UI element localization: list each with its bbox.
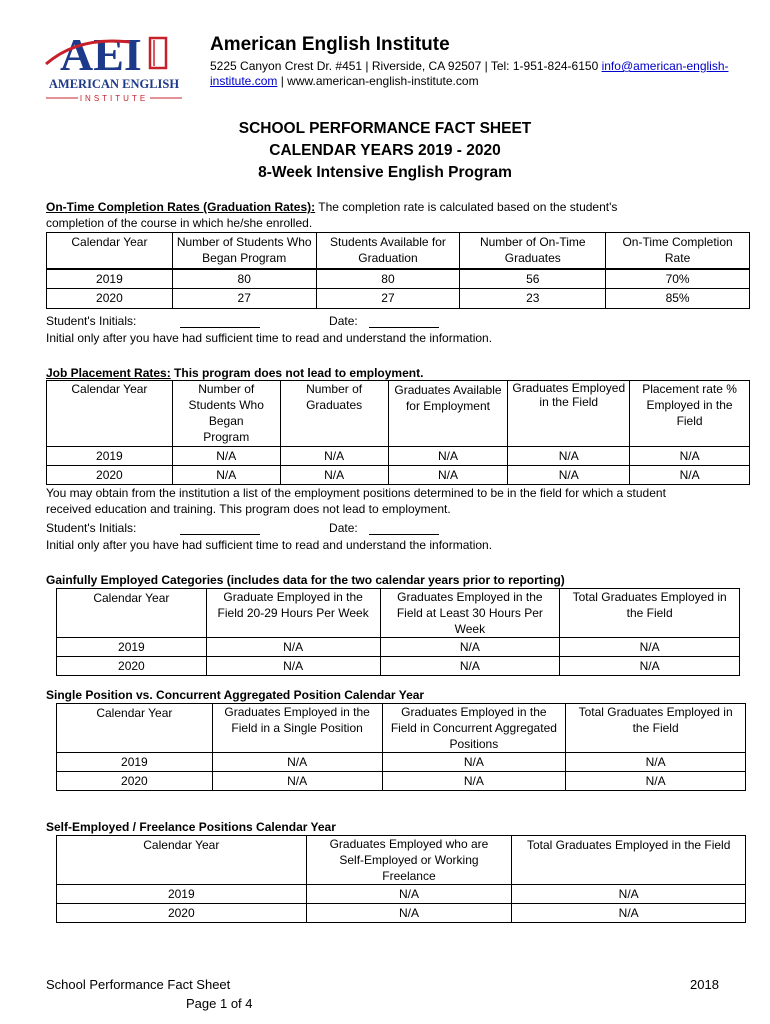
initials-field[interactable]	[180, 523, 260, 535]
footer-page-number: Page 1 of 4	[186, 996, 253, 1011]
table-cell: 56	[460, 269, 606, 289]
initials-line-2	[46, 521, 439, 535]
table-cell: N/A	[212, 772, 382, 791]
table-header-row	[47, 233, 750, 269]
table-header: Total Graduates Employed in the Field	[566, 704, 746, 753]
completion-table	[46, 232, 750, 309]
table-cell: 2020	[47, 289, 173, 309]
initials-note: Initial only after you have had sufficient time to read and understand the information.	[46, 538, 493, 552]
table-cell: N/A	[206, 657, 380, 676]
table-cell: 2020	[57, 657, 207, 676]
table-cell: 70%	[606, 269, 750, 289]
table-cell: 2019	[57, 885, 307, 904]
table-cell: N/A	[280, 447, 388, 466]
initials-label: Student's Initials:	[46, 314, 137, 328]
table-row	[57, 885, 746, 904]
table-header-row	[57, 589, 740, 638]
website-sep: |	[277, 74, 288, 88]
gainful-heading: Gainfully Employed Categories (includes data for the two calendar years prior to reporting)	[46, 573, 565, 587]
table-header: Calendar Year	[47, 233, 173, 269]
table-cell: 2019	[47, 447, 173, 466]
table-header: Calendar Year	[57, 704, 213, 753]
placement-note2: received education and training. This program does not lead to employment.	[46, 502, 451, 516]
table-cell: 2020	[57, 772, 213, 791]
table-cell: N/A	[630, 466, 750, 485]
table-cell: 2019	[57, 753, 213, 772]
table-header: Calendar Year	[57, 836, 307, 885]
table-cell: N/A	[388, 447, 508, 466]
table-cell: 2020	[57, 904, 307, 923]
table-cell: N/A	[306, 904, 512, 923]
date-field[interactable]	[369, 523, 439, 535]
footer-title: School Performance Fact Sheet	[46, 977, 231, 992]
placement-heading: Job Placement Rates:	[46, 366, 171, 380]
table-header-row	[57, 704, 746, 753]
completion-desc2: completion of the course in which he/she enrolled.	[46, 216, 313, 230]
completion-intro	[46, 200, 617, 214]
table-cell: 27	[316, 289, 460, 309]
table-row	[57, 904, 746, 923]
completion-heading: On-Time Completion Rates (Graduation Rates):	[46, 200, 316, 214]
title-block	[0, 118, 770, 184]
table-header-row	[57, 836, 746, 885]
org-name: American English Institute	[210, 34, 450, 55]
table-cell: N/A	[560, 657, 740, 676]
placement-table	[46, 380, 750, 485]
title-line3: 8-Week Intensive English Program	[258, 164, 512, 181]
table-cell: 80	[172, 269, 316, 289]
table-header: Number of Graduates	[280, 381, 388, 447]
gainful-table	[56, 588, 740, 676]
table-header: Total Graduates Employed in the Field	[560, 589, 740, 638]
email-link[interactable]: info@american-english-institute.com	[210, 59, 729, 88]
completion-desc1: The completion rate is calculated based on the student's	[315, 200, 618, 214]
table-cell: N/A	[388, 466, 508, 485]
table-cell: N/A	[566, 772, 746, 791]
table-header: Number of Students Who Began Program	[172, 233, 316, 269]
placement-intro	[46, 366, 423, 380]
table-header: Number of Students Who Began Program	[172, 381, 280, 447]
date-label: Date:	[329, 314, 358, 328]
org-address	[210, 59, 740, 89]
self-table	[56, 835, 746, 923]
address-text: 5225 Canyon Crest Dr. #451 | Riverside, CA 92507 | Tel: 1-951-824-6150	[210, 59, 602, 73]
date-label: Date:	[329, 521, 358, 535]
self-heading: Self-Employed / Freelance Positions Calendar Year	[46, 820, 336, 834]
single-heading: Single Position vs. Concurrent Aggregated Position Calendar Year	[46, 688, 425, 702]
table-cell: N/A	[512, 885, 746, 904]
table-row	[57, 753, 746, 772]
footer-year: 2018	[690, 977, 719, 992]
table-cell: N/A	[382, 753, 566, 772]
logo-letters: AEI	[60, 29, 142, 80]
table-header-row	[47, 381, 750, 447]
table-header: Calendar Year	[47, 381, 173, 447]
logo-line2: INSTITUTE	[79, 94, 149, 103]
table-header: Number of On-Time Graduates	[460, 233, 606, 269]
table-cell: 2019	[47, 269, 173, 289]
table-cell: N/A	[382, 772, 566, 791]
table-cell: N/A	[560, 638, 740, 657]
initials-label: Student's Initials:	[46, 521, 137, 535]
table-cell: N/A	[512, 904, 746, 923]
table-header: Students Available for Graduation	[316, 233, 460, 269]
table-cell: N/A	[172, 466, 280, 485]
table-cell: 80	[316, 269, 460, 289]
table-header: Graduates Employed who are Self-Employed or Working Freelance	[306, 836, 512, 885]
table-cell: 85%	[606, 289, 750, 309]
table-cell: 23	[460, 289, 606, 309]
table-header: Placement rate % Employed in the Field	[630, 381, 750, 447]
website-text: www.american-english-institute.com	[287, 74, 479, 88]
table-row	[47, 289, 750, 309]
table-cell: N/A	[206, 638, 380, 657]
table-row	[47, 447, 750, 466]
table-header: Graduate Employed in the Field 20-29 Hours Per Week	[206, 589, 380, 638]
placement-heading-rest: This program does not lead to employment.	[170, 366, 424, 380]
table-cell: N/A	[508, 447, 630, 466]
title-line1: SCHOOL PERFORMANCE FACT SHEET	[238, 120, 532, 137]
table-cell: N/A	[172, 447, 280, 466]
table-header: Graduates Employed in the Field	[508, 381, 630, 447]
initials-field[interactable]	[180, 316, 260, 328]
initials-note: Initial only after you have had sufficient time to read and understand the information.	[46, 331, 493, 345]
table-header: Graduates Employed in the Field at Least 30 Hours Per Week	[380, 589, 560, 638]
table-header: Calendar Year	[57, 589, 207, 638]
table-cell: N/A	[566, 753, 746, 772]
table-header: Total Graduates Employed in the Field	[512, 836, 746, 885]
table-row	[47, 269, 750, 289]
table-cell: 2020	[47, 466, 173, 485]
table-cell: N/A	[630, 447, 750, 466]
single-table	[56, 703, 746, 791]
table-header: On-Time Completion Rate	[606, 233, 750, 269]
table-row	[57, 657, 740, 676]
initials-line-1	[46, 314, 439, 328]
table-cell: 2019	[57, 638, 207, 657]
placement-note1: You may obtain from the institution a list of the employment positions determined to be in the field for which a student	[46, 486, 666, 500]
table-cell: N/A	[212, 753, 382, 772]
date-field[interactable]	[369, 316, 439, 328]
table-cell: N/A	[508, 466, 630, 485]
table-header: Graduates Available for Employment	[388, 381, 508, 447]
logo-line1: AMERICAN ENGLISH	[48, 77, 180, 91]
table-row	[57, 772, 746, 791]
table-cell: N/A	[380, 657, 560, 676]
table-cell: 27	[172, 289, 316, 309]
table-cell: N/A	[380, 638, 560, 657]
table-row	[57, 638, 740, 657]
aei-logo	[38, 26, 190, 106]
table-cell: N/A	[280, 466, 388, 485]
title-line2: CALENDAR YEARS 2019 - 2020	[269, 142, 501, 159]
table-cell: N/A	[306, 885, 512, 904]
table-row	[47, 466, 750, 485]
table-header: Graduates Employed in the Field in Concurrent Aggregated Positions	[382, 704, 566, 753]
table-header: Graduates Employed in the Field in a Single Position	[212, 704, 382, 753]
